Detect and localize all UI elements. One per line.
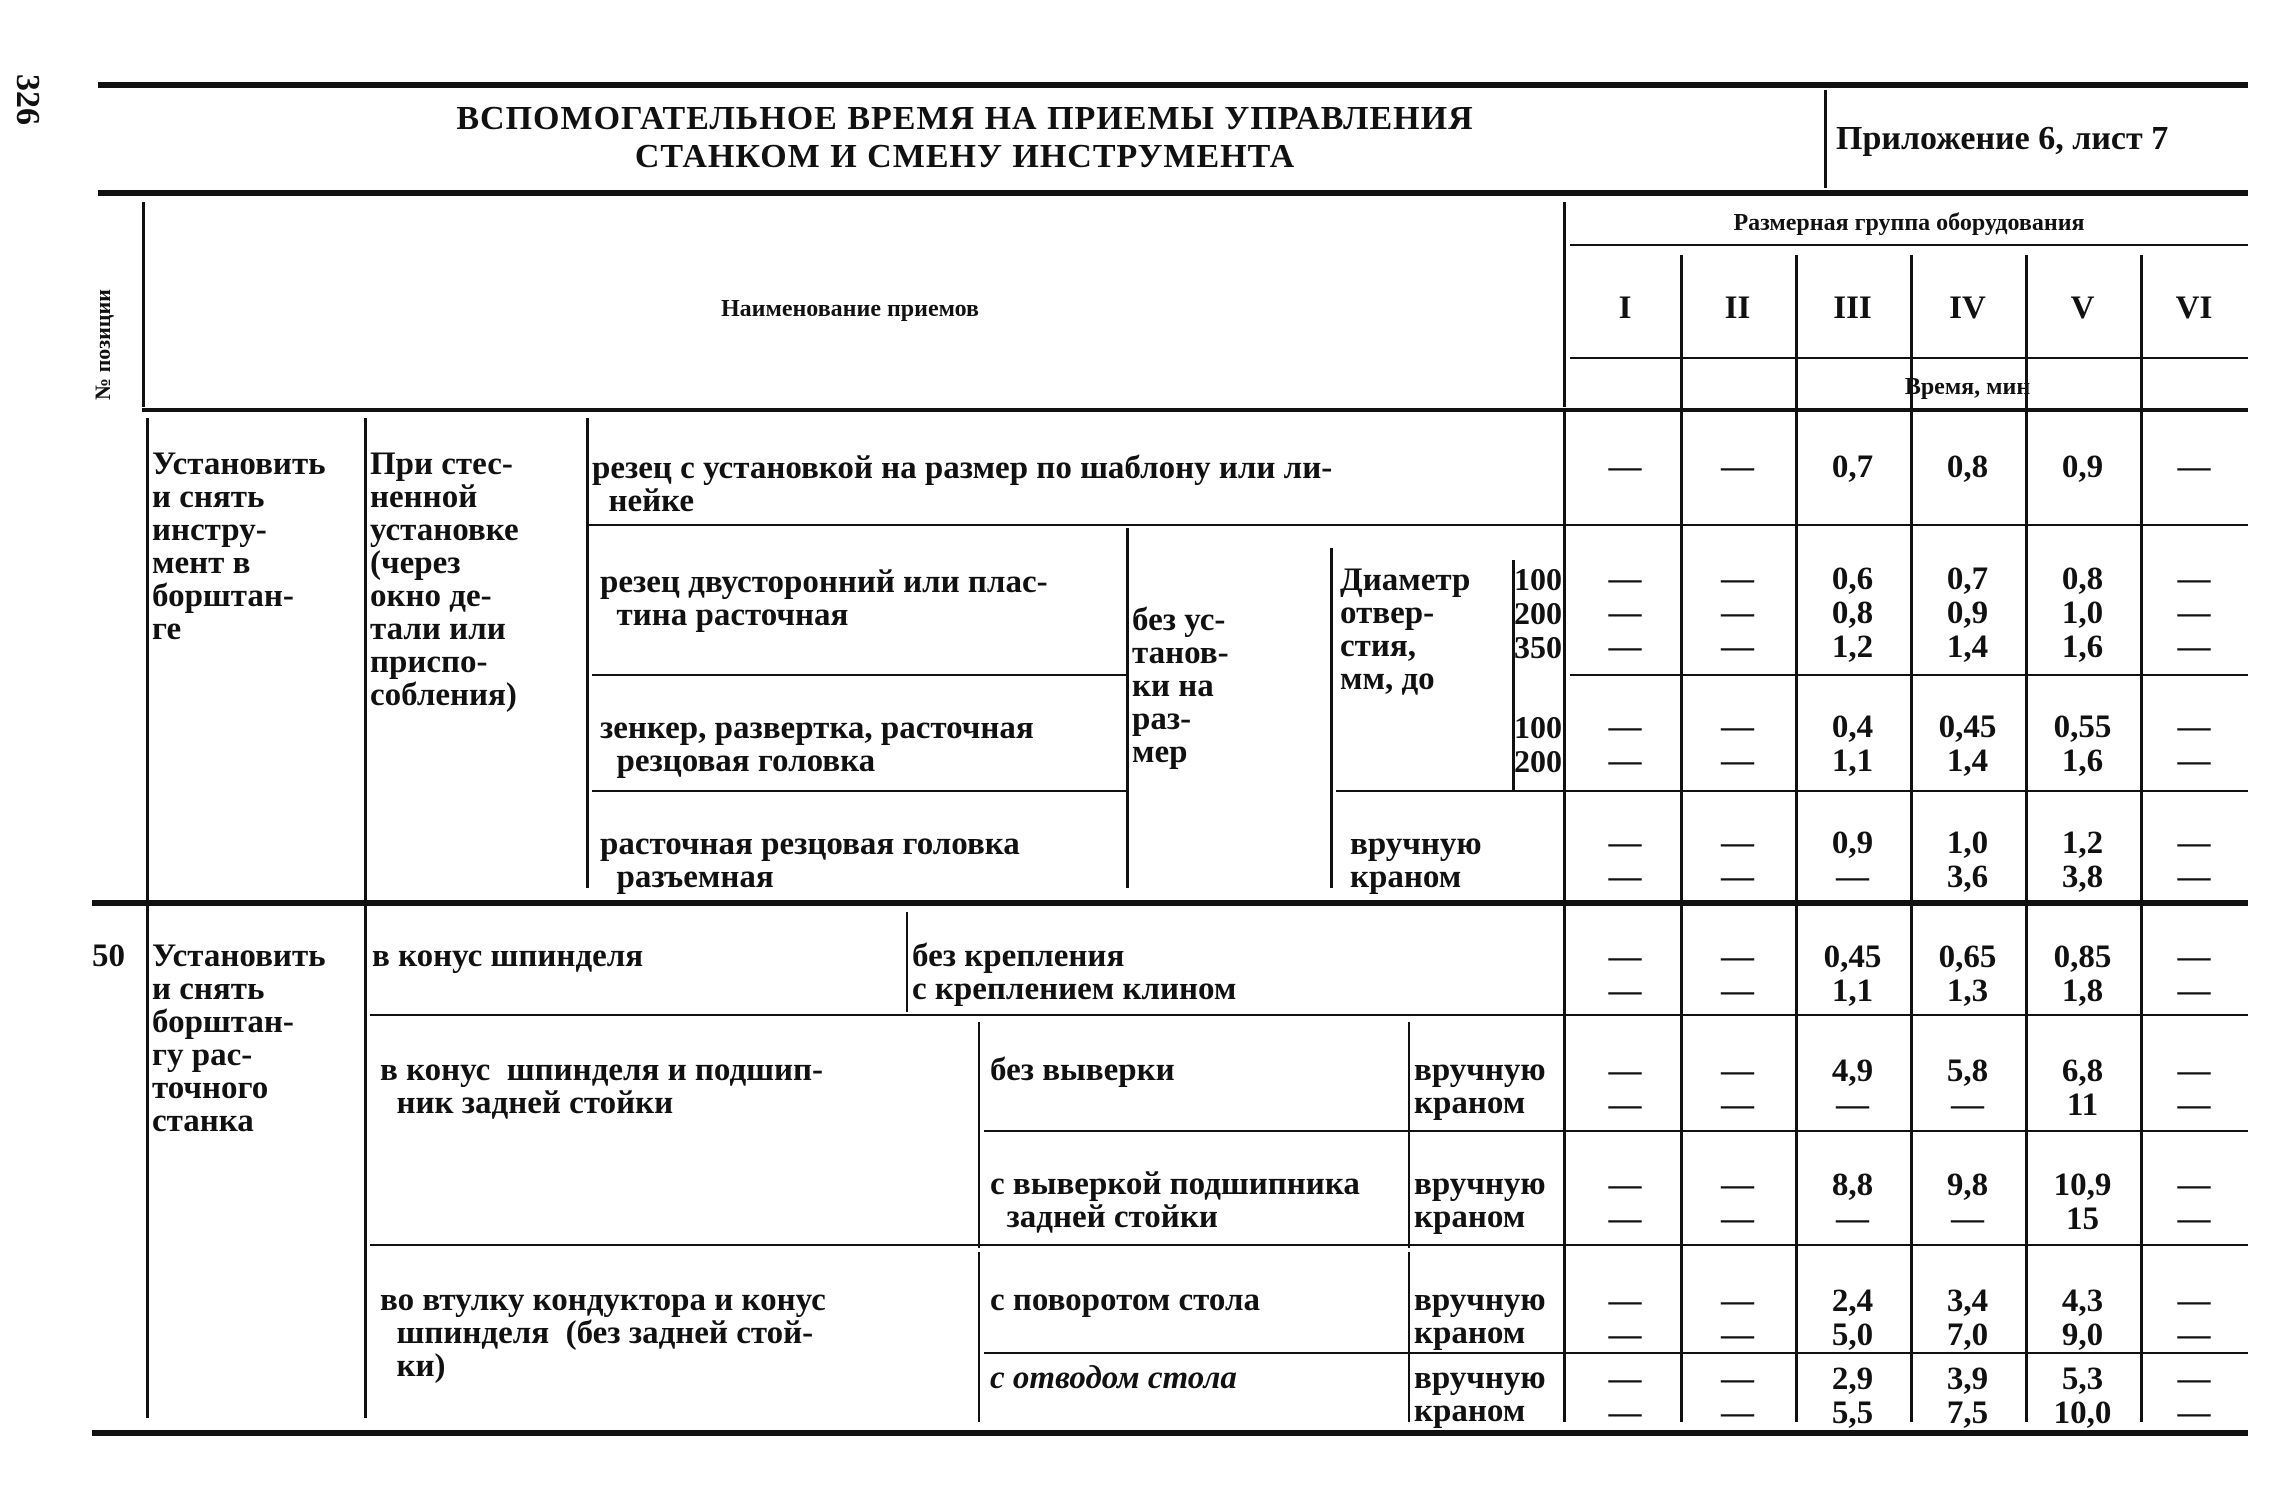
page-title: ВСПОМОГАТЕЛЬНОЕ ВРЕМЯ НА ПРИЕМЫ УПРАВЛЕНИЯ СТАНКОМ И СМЕНУ ИНСТРУМЕНТА xyxy=(456,100,1474,175)
b1-diam-a: 100 200 350 xyxy=(1514,561,1562,665)
group-i: I xyxy=(1618,290,1632,326)
b2-r2-g3: 4,9 — xyxy=(1831,1053,1874,1123)
b1-row2-rule-left xyxy=(592,674,1126,676)
b1-row3-g2: — — xyxy=(1721,709,1754,779)
pos-col-divider xyxy=(142,202,145,407)
b1-row1-g2: — xyxy=(1721,449,1754,485)
b2-r2-rule xyxy=(984,1130,2248,1132)
b2-r1-g2: — — xyxy=(1721,939,1754,1009)
action-col-right xyxy=(364,418,367,1418)
b2-r5-g3: 2,9 5,5 xyxy=(1831,1361,1874,1431)
header-top-rule xyxy=(98,190,2248,196)
b2-r5-g2: — — xyxy=(1721,1361,1754,1431)
b1-diameter-label: Диаметр отвер- стия, мм, до xyxy=(1340,562,1471,697)
b1-row2-g4: 0,7 0,9 1,4 xyxy=(1946,561,1989,665)
b2-sub-divider-b xyxy=(978,1252,980,1422)
b2-r5-g4: 3,9 7,5 xyxy=(1946,1361,1989,1431)
b1-row2-g6: — — — xyxy=(2177,561,2211,665)
b1-row4-g4: 1,0 3,6 xyxy=(1946,825,1989,895)
b2-r3-rule xyxy=(370,1244,2248,1246)
vdiv-a xyxy=(1563,412,1566,1422)
b1-row2-g3: 0,6 0,8 1,2 xyxy=(1831,561,1874,665)
b1-row1-g6: — xyxy=(2177,449,2211,485)
b2-r3-g4: 9,8 — xyxy=(1946,1167,1989,1237)
b1-nosetup-divider xyxy=(1126,528,1129,888)
b2-r2-method: вручную краном xyxy=(1414,1052,1546,1121)
b1-row2-g1: — — — xyxy=(1608,561,1642,665)
b2-r3-g5: 10,9 15 xyxy=(2053,1167,2112,1237)
b1-diameter-divider xyxy=(1330,548,1333,888)
b1-row1-g3: 0,7 xyxy=(1831,449,1874,485)
b2-r2-sub: без выверки xyxy=(990,1052,1175,1088)
b2-r1-g3: 0,45 1,1 xyxy=(1823,939,1882,1009)
b2-r5-g1: — — xyxy=(1608,1361,1642,1431)
b1-row2-g5: 0,8 1,0 1,6 xyxy=(2061,561,2104,665)
block1-action: Установить и снять инстру- мент в борштан- ге xyxy=(152,446,326,647)
b1-row1-rule xyxy=(586,524,2248,526)
b1-diam-b: 100 200 xyxy=(1514,709,1562,779)
b1-row4-g3: 0,9 — xyxy=(1831,825,1874,895)
b2-r1-g6: — — xyxy=(2177,939,2211,1009)
b2-r4-g1: — — xyxy=(1608,1283,1642,1353)
b2-r2-g5: 6,8 11 xyxy=(2061,1053,2104,1123)
b1-row4-g1: — — xyxy=(1608,825,1642,895)
b2-r4-g4: 3,4 7,0 xyxy=(1946,1283,1989,1353)
b1-no-setup: без ус- танов- ки на раз- мер xyxy=(1132,602,1229,770)
b1-row1-text: резец с установкой на размер по шаблону или ли- нейке xyxy=(592,450,1333,519)
b2-r5-g5: 5,3 10,0 xyxy=(2053,1361,2112,1431)
b2-r5-g6: — — xyxy=(2177,1361,2211,1431)
b2-r1-g4: 0,65 1,3 xyxy=(1938,939,1997,1009)
b2-r4-text: во втулку кондуктора и конус шпинделя (без задней стой- ки) xyxy=(380,1282,826,1384)
b2-r4-g6: — — xyxy=(2177,1283,2211,1353)
b1-cond-divider xyxy=(586,418,589,888)
time-rule xyxy=(1570,357,2248,359)
b1-row4-g5: 1,2 3,8 xyxy=(2061,825,2104,895)
block1-bottom-rule xyxy=(92,900,2248,906)
b1-row3-g6: — — xyxy=(2177,709,2211,779)
b2-r2-g4: 5,8 — xyxy=(1946,1053,1989,1123)
b2-r5-sub: с отводом стола xyxy=(990,1360,1237,1396)
block2-action: Установить и снять борштан- гу рас- точного станка xyxy=(152,938,326,1139)
b2-r3-g2: — — xyxy=(1721,1167,1754,1237)
b1-row3-g3: 0,4 1,1 xyxy=(1831,709,1874,779)
b2-r1-g1: — — xyxy=(1608,939,1642,1009)
b1-row2-rule-right xyxy=(1570,674,2248,676)
header-bottom-rule xyxy=(142,408,2248,412)
group-iv: IV xyxy=(1949,290,1986,326)
b1-row4-g6: — — xyxy=(2177,825,2211,895)
b1-row2-text: резец двусторонний или плас- тина расточная xyxy=(600,564,1048,633)
b2-r1-divider xyxy=(906,912,908,1012)
b2-r5-method: вручную краном xyxy=(1414,1360,1546,1429)
b1-row3-rule-left xyxy=(592,790,1126,792)
group-ii: II xyxy=(1724,290,1751,326)
b2-r4-g2: — — xyxy=(1721,1283,1754,1353)
b2-r4-g5: 4,3 9,0 xyxy=(2061,1283,2104,1353)
b2-r3-g1: — — xyxy=(1608,1167,1642,1237)
b2-r2-text: в конус шпинделя и подшип- ник задней стойки xyxy=(380,1052,824,1121)
b2-r3-sub: с выверкой подшипника задней стойки xyxy=(990,1166,1360,1235)
group-header: Размерная группа оборудования xyxy=(1733,210,2085,236)
b1-row3-text: зенкер, развертка, расточная резцовая головка xyxy=(600,710,1034,779)
name-header: Наименование приемов xyxy=(720,296,980,322)
b2-method-divider-a xyxy=(1408,1022,1410,1248)
appendix-label: Приложение 6, лист 7 xyxy=(1836,120,2169,157)
b1-row3-g4: 0,45 1,4 xyxy=(1938,709,1997,779)
b2-r4-g3: 2,4 5,0 xyxy=(1831,1283,1874,1353)
time-header: Время, мин xyxy=(1904,374,2031,400)
group-vi: VI xyxy=(2175,290,2213,326)
b2-r1-text: в конус шпинделя xyxy=(372,938,644,974)
block1-condition: При стес- ненной установке (через окно де- тали или приспо- собления) xyxy=(370,446,519,713)
b2-r2-g6: — — xyxy=(2177,1053,2211,1123)
b1-row3-g5: 0,55 1,6 xyxy=(2053,709,2112,779)
b2-r4-method: вручную краном xyxy=(1414,1282,1546,1351)
b2-sub-divider-a xyxy=(978,1022,980,1248)
name-col-divider xyxy=(1563,202,1566,407)
b2-r1-rule xyxy=(370,1014,2248,1016)
top-rule xyxy=(98,82,2248,88)
group-v: V xyxy=(2070,290,2095,326)
group-iii: III xyxy=(1833,290,1872,326)
b1-row1-g5: 0,9 xyxy=(2061,449,2104,485)
page-number: 326 xyxy=(9,74,46,125)
action-col-left xyxy=(146,418,149,1418)
b1-row4-method: вручную краном xyxy=(1350,826,1482,895)
b1-row3-rule-right xyxy=(1336,790,2248,792)
b2-r2-g1: — — xyxy=(1608,1053,1642,1123)
b2-r4-rule xyxy=(984,1352,2248,1354)
pos-header: № позиции xyxy=(90,289,115,400)
b1-row4-text: расточная резцовая головка разъемная xyxy=(600,826,1020,895)
b2-r1-sub: без крепления с креплением клином xyxy=(912,938,1237,1007)
b2-r1-g5: 0,85 1,8 xyxy=(2053,939,2112,1009)
appendix-divider xyxy=(1824,90,1827,188)
b1-row4-g2: — — xyxy=(1721,825,1754,895)
b1-row1-g4: 0,8 xyxy=(1946,449,1989,485)
table-bottom-rule xyxy=(92,1430,2248,1436)
b1-row2-g2: — — — xyxy=(1721,561,1754,665)
group-rule xyxy=(1570,244,2248,246)
block2-pos: 50 xyxy=(92,938,125,974)
b2-method-divider-b xyxy=(1408,1252,1410,1422)
b1-row3-g1: — — xyxy=(1608,709,1642,779)
b2-r3-method: вручную краном xyxy=(1414,1166,1546,1235)
b2-r4-sub: с поворотом стола xyxy=(990,1282,1260,1318)
b2-r3-g3: 8,8 — xyxy=(1831,1167,1874,1237)
b2-r3-g6: — — xyxy=(2177,1167,2211,1237)
b2-r2-g2: — — xyxy=(1721,1053,1754,1123)
b1-row1-g1: — xyxy=(1608,449,1642,485)
